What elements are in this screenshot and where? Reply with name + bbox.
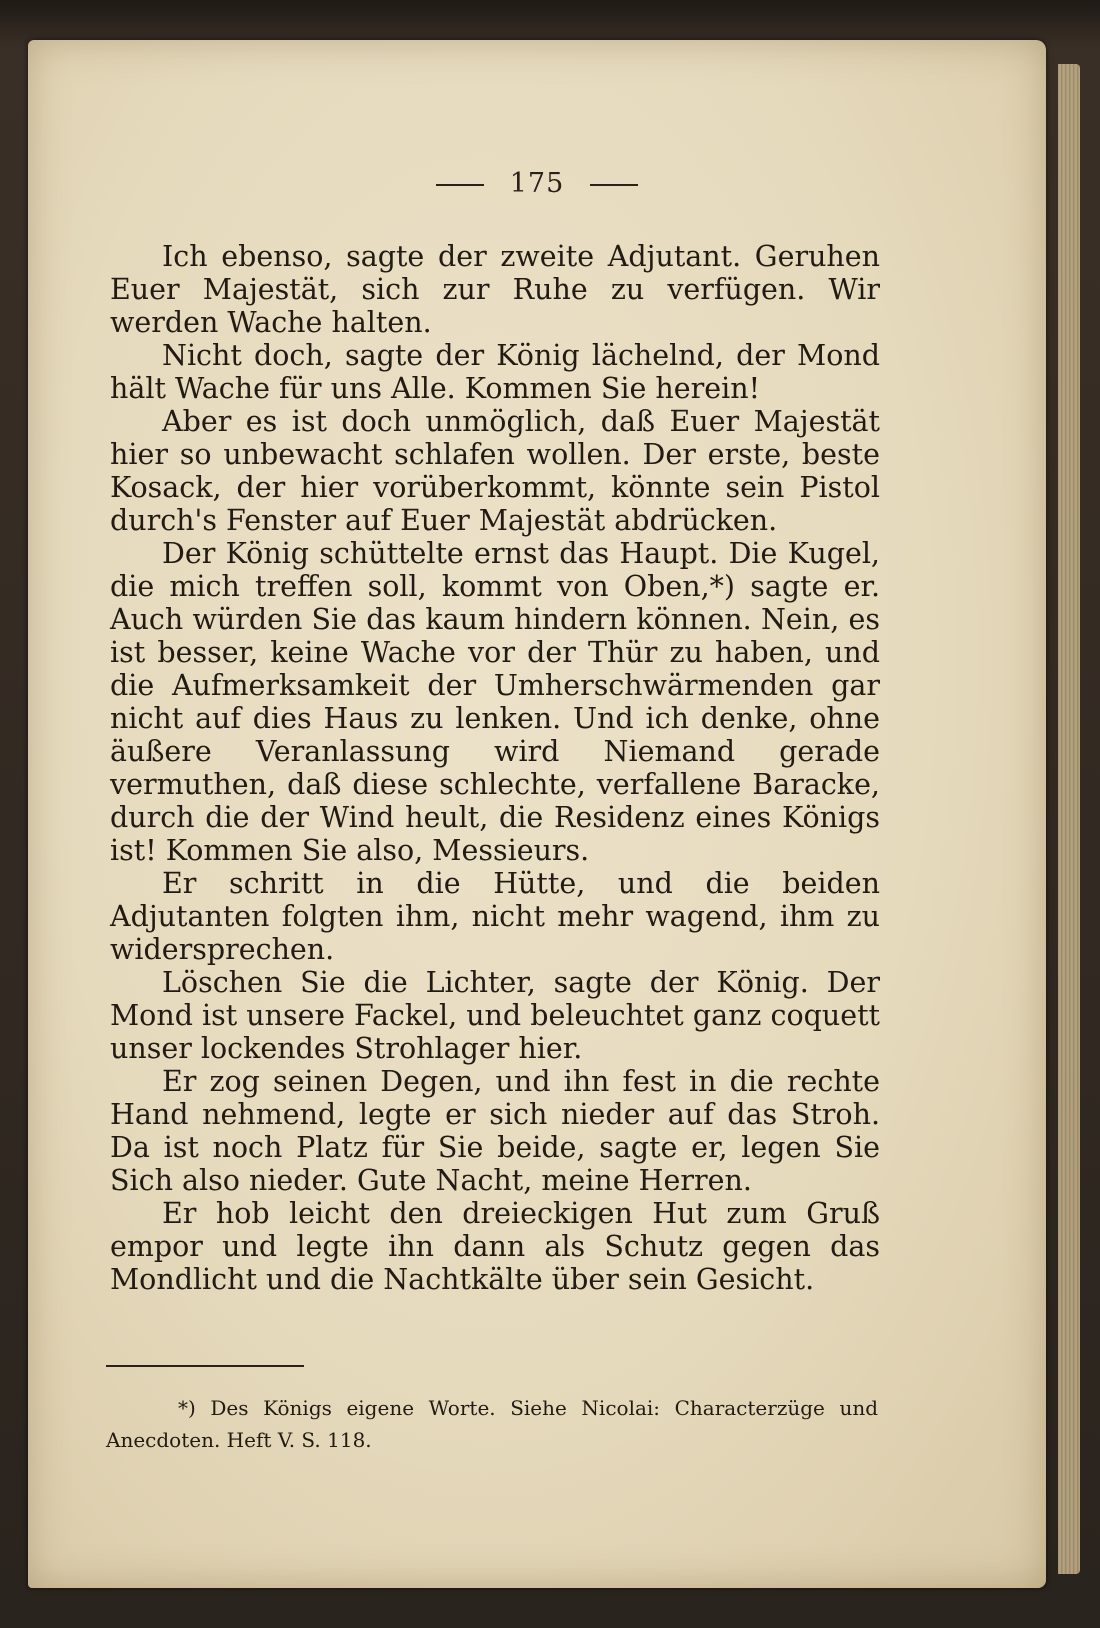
paragraph: Der König schüttelte ernst das Haupt. Die Kugel, die mich treffen soll, kommt von Oben,*) sagte er. Auch würden Sie das kaum hindern können. Nein, es ist besser, keine Wache vor der Thür zu haben, und die Aufmerksamkeit der Umherschwärmenden gar nicht auf dies Haus zu lenken. Und ich denke, ohne äußere Veranlassung wird Niemand gerade vermuthen, daß diese schlechte, verfallene Baracke, durch die der Wind heult, die Residenz eines Königs ist! Kommen Sie also, Messieurs. <box>110 537 880 867</box>
page-header <box>28 168 1046 199</box>
page-edge-stack <box>1058 64 1080 1574</box>
footnote <box>106 1392 878 1456</box>
paragraph: Nicht doch, sagte der König lächelnd, der Mond hält Wache für uns Alle. Kommen Sie herein! <box>110 339 880 405</box>
paragraph: Aber es ist doch unmöglich, daß Euer Majestät hier so unbewacht schlafen wollen. Der erste, beste Kosack, der hier vorüberkommt, könnte sein Pistol durch's Fenster auf Euer Majestät abdrücken. <box>110 405 880 537</box>
body-text <box>110 240 880 1296</box>
paper-page <box>28 40 1046 1588</box>
paragraph: Er schritt in die Hütte, und die beiden Adjutanten folgten ihm, nicht mehr wagend, ihm zu widersprechen. <box>110 867 880 966</box>
footnote-divider <box>106 1365 304 1367</box>
paragraph: Löschen Sie die Lichter, sagte der König. Der Mond ist unsere Fackel, und beleuchtet ganz coquett unser lockendes Strohlager hier. <box>110 966 880 1065</box>
header-dash-right <box>590 184 638 186</box>
paragraph: Er hob leicht den dreieckigen Hut zum Gruß empor und legte ihn dann als Schutz gegen das Mondlicht und die Nachtkälte über sein Gesicht. <box>110 1197 880 1296</box>
footnote-text: Des Königs eigene Worte. Siehe Nicolai: Characterzüge und Anecdoten. Heft V. S. 118. <box>106 1396 879 1452</box>
paragraph: Ich ebenso, sagte der zweite Adjutant. Geruhen Euer Majestät, sich zur Ruhe zu verfügen. Wir werden Wache halten. <box>110 240 880 339</box>
page-number: 175 <box>509 168 565 199</box>
footnote-mark: *) <box>178 1396 196 1420</box>
paragraph: Er zog seinen Degen, und ihn fest in die rechte Hand nehmend, legte er sich nieder auf das Stroh. Da ist noch Platz für Sie beide, sagte er, legen Sie Sich also nieder. Gute Nacht, meine Herren. <box>110 1065 880 1197</box>
header-dash-left <box>436 184 484 186</box>
